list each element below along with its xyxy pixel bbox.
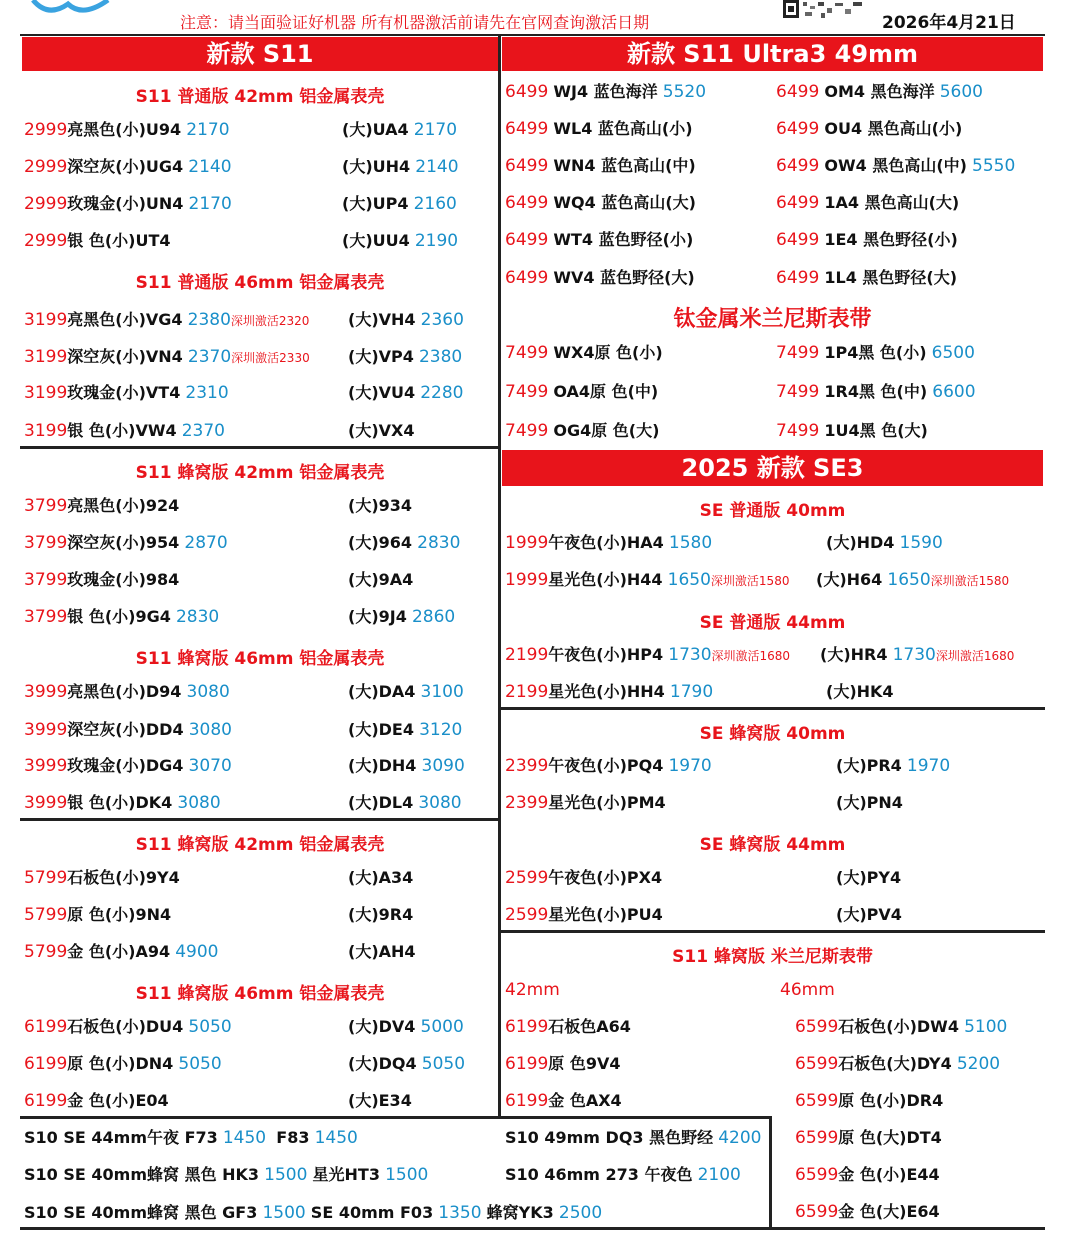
table-row: (大)VH4 2360: [348, 310, 464, 330]
table-row: (大)UH4 2140: [342, 157, 459, 177]
table-row: 2199午夜色(小)HP4 1730深圳激活1680: [505, 645, 791, 665]
size-label: 42mm: [505, 980, 560, 1000]
table-row: S10 49mm DQ3 黑色野经 4200: [505, 1128, 762, 1148]
table-row: (大)HD4 1590: [826, 533, 943, 553]
table-row: 6599金 色(大)E64: [795, 1202, 940, 1222]
table-row: 6599金 色(小)E44: [795, 1165, 940, 1185]
table-row: S10 SE 40mm蜂窝 黑色 GF3 1500 SE 40mm F03 1350 蜂窝YK3 2500: [24, 1203, 603, 1223]
table-row: 6499 WN4 蓝色高山(中): [505, 156, 696, 176]
table-row: 6499 OM4 黑色海洋 5600: [776, 82, 983, 102]
table-row: 6499 WT4 蓝色野径(小): [505, 230, 694, 250]
table-row: S10 SE 40mm蜂窝 黑色 HK3 1500 星光HT3 1500: [24, 1165, 429, 1185]
table-row: 7499 WX4原 色(小): [505, 343, 663, 363]
table-row: 3999深空灰(小)DD4 3080: [24, 720, 232, 740]
table-row: 7499 OA4原 色(中): [505, 382, 659, 402]
table-row: 2399午夜色(小)PQ4 1970: [505, 756, 712, 776]
table-row: (大)964 2830: [348, 533, 461, 553]
table-row: 3799深空灰(小)954 2870: [24, 533, 228, 553]
table-row: 7499 1R4黑 色(中) 6600: [776, 382, 976, 402]
table-row: 2999玫瑰金(小)UN4 2170: [24, 194, 232, 214]
divider: [498, 34, 501, 1118]
divider: [501, 707, 1045, 710]
table-row: 6199原 色9V4: [505, 1054, 621, 1074]
divider: [20, 818, 501, 821]
table-row: 1999星光色(小)H44 1650深圳激活1580: [505, 570, 790, 590]
table-row: 6199石板色A64: [505, 1017, 631, 1037]
table-row: (大)H64 1650深圳激活1580: [816, 570, 1010, 590]
table-row: (大)HR4 1730深圳激活1680: [820, 645, 1015, 665]
table-row: (大)PN4: [836, 793, 903, 812]
table-row: (大)PY4: [836, 868, 902, 887]
table-row: 3799亮黑色(小)924: [24, 496, 180, 516]
table-row: (大)HK4: [826, 682, 894, 701]
table-row: 6499 WJ4 蓝色海洋 5520: [505, 82, 707, 102]
table-row: 2599午夜色(小)PX4: [505, 868, 663, 888]
table-row: 7499 OG4原 色(大): [505, 421, 660, 441]
table-row: 6499 WQ4 蓝色高山(大): [505, 193, 696, 213]
table-row: (大)A34: [348, 868, 414, 887]
section-heading: S11 蜂窝版 42mm 铝金属表壳: [135, 835, 385, 855]
table-row: 6499 1L4 黑色野径(大): [776, 268, 958, 288]
section-heading: S11 普通版 46mm 铝金属表壳: [135, 273, 385, 293]
table-row: (大)PV4: [836, 905, 902, 924]
table-row: 3799玫瑰金(小)984: [24, 570, 180, 590]
table-row: 5799金 色(小)A94 4900: [24, 942, 219, 962]
section-heading: S11 蜂窝版 米兰尼斯表带: [672, 947, 873, 967]
table-row: 1999午夜色(小)HA4 1580: [505, 533, 713, 553]
table-row: (大)9J4 2860: [348, 607, 456, 627]
table-row: (大)DL4 3080: [348, 793, 462, 813]
table-row: S10 SE 44mm午夜 F73 1450 F83 1450: [24, 1128, 358, 1148]
section-heading: 钛金属米兰尼斯表带: [673, 307, 872, 332]
table-row: (大)DE4 3120: [348, 720, 463, 740]
section-heading: S11 蜂窝版 42mm 铝金属表壳: [135, 463, 385, 483]
table-row: 6199金 色AX4: [505, 1091, 622, 1111]
table-row: 6199原 色(小)DN4 5050: [24, 1054, 222, 1074]
table-row: 2999亮黑色(小)U94 2170: [24, 120, 230, 140]
table-row: (大)DV4 5000: [348, 1017, 464, 1037]
table-row: (大)DQ4 5050: [348, 1054, 466, 1074]
table-row: (大)9R4: [348, 905, 414, 924]
table-row: 2199星光色(小)HH4 1790: [505, 682, 714, 702]
table-row: 6199石板色(小)DU4 5050: [24, 1017, 232, 1037]
table-row: (大)PR4 1970: [836, 756, 951, 776]
table-row: 3199银 色(小)VW4 2370: [24, 421, 225, 441]
table-row: 3999银 色(小)DK4 3080: [24, 793, 221, 813]
brand-logo-icon: [28, 0, 118, 18]
table-row: 6599原 色(大)DT4: [795, 1128, 942, 1148]
table-row: (大)VX4: [348, 421, 415, 440]
table-row: 2599星光色(小)PU4: [505, 905, 663, 925]
table-row: 3199玫瑰金(小)VT4 2310: [24, 383, 229, 403]
section-heading: SE 普通版 40mm: [699, 501, 846, 521]
table-row: (大)VP4 2380: [348, 347, 463, 367]
table-row: (大)AH4: [348, 942, 416, 961]
table-row: 6499 1E4 黑色野径(小): [776, 230, 958, 250]
table-row: 6599石板色(小)DW4 5100: [795, 1017, 1008, 1037]
ultra-title: 新款 S11 Ultra3 49mm: [502, 37, 1043, 71]
table-row: (大)UP4 2160: [342, 194, 457, 214]
table-row: (大)VU4 2280: [348, 383, 464, 403]
table-row: 6499 1A4 黑色高山(大): [776, 193, 960, 213]
table-row: 6599石板色(大)DY4 5200: [795, 1054, 1001, 1074]
table-row: 6499 WL4 蓝色高山(小): [505, 119, 693, 139]
divider: [20, 446, 501, 449]
section-heading: S11 蜂窝版 46mm 铝金属表壳: [135, 984, 385, 1004]
table-row: 3199亮黑色(小)VG4 2380深圳激活2320: [24, 310, 310, 330]
section-heading: SE 普通版 44mm: [699, 613, 846, 633]
table-row: (大)9A4: [348, 570, 414, 589]
table-row: (大)DH4 3090: [348, 756, 465, 776]
table-row: 2399星光色(小)PM4: [505, 793, 666, 813]
table-row: S10 46mm 273 午夜色 2100: [505, 1165, 741, 1185]
notice-text: 注意：请当面验证好机器 所有机器激活前请先在官网查询激活日期: [180, 13, 650, 32]
table-row: 3999玫瑰金(小)DG4 3070: [24, 756, 232, 776]
table-row: 7499 1U4黑 色(大): [776, 421, 928, 441]
divider: [501, 930, 1045, 933]
table-row: 6599原 色(小)DR4: [795, 1091, 944, 1111]
size-label: 46mm: [780, 980, 835, 1000]
section-heading: S11 蜂窝版 46mm 铝金属表壳: [135, 649, 385, 669]
table-row: 6499 WV4 蓝色野径(大): [505, 268, 695, 288]
table-row: 2999银 色(小)UT4: [24, 231, 171, 251]
table-row: 3199深空灰(小)VN4 2370深圳激活2330: [24, 347, 310, 367]
se3-title: 2025 新款 SE3: [502, 450, 1043, 486]
s11-title: 新款 S11: [22, 37, 498, 71]
date-label: 2026年4月21日: [882, 13, 1016, 33]
table-row: 7499 1P4黑 色(小) 6500: [776, 343, 975, 363]
table-row: (大)UA4 2170: [342, 120, 458, 140]
table-row: 5799石板色(小)9Y4: [24, 868, 180, 888]
section-heading: SE 蜂窝版 40mm: [699, 724, 846, 744]
section-heading: SE 蜂窝版 44mm: [699, 835, 846, 855]
table-row: (大)UU4 2190: [342, 231, 459, 251]
table-row: (大)934: [348, 496, 413, 515]
table-row: 6499 OU4 黑色高山(小): [776, 119, 963, 139]
table-row: 3799银 色(小)9G4 2830: [24, 607, 220, 627]
section-heading: S11 普通版 42mm 铝金属表壳: [135, 87, 385, 107]
table-row: 6199金 色(小)E04: [24, 1091, 169, 1111]
divider: [20, 1116, 772, 1119]
divider: [769, 1116, 772, 1228]
table-row: 2999深空灰(小)UG4 2140: [24, 157, 232, 177]
table-row: 3999亮黑色(小)D94 3080: [24, 682, 230, 702]
qr-code-icon: [783, 0, 865, 20]
table-row: (大)E34: [348, 1091, 412, 1110]
table-row: 5799原 色(小)9N4: [24, 905, 172, 925]
table-row: 6499 OW4 黑色高山(中) 5550: [776, 156, 1016, 176]
table-row: (大)DA4 3100: [348, 682, 464, 702]
